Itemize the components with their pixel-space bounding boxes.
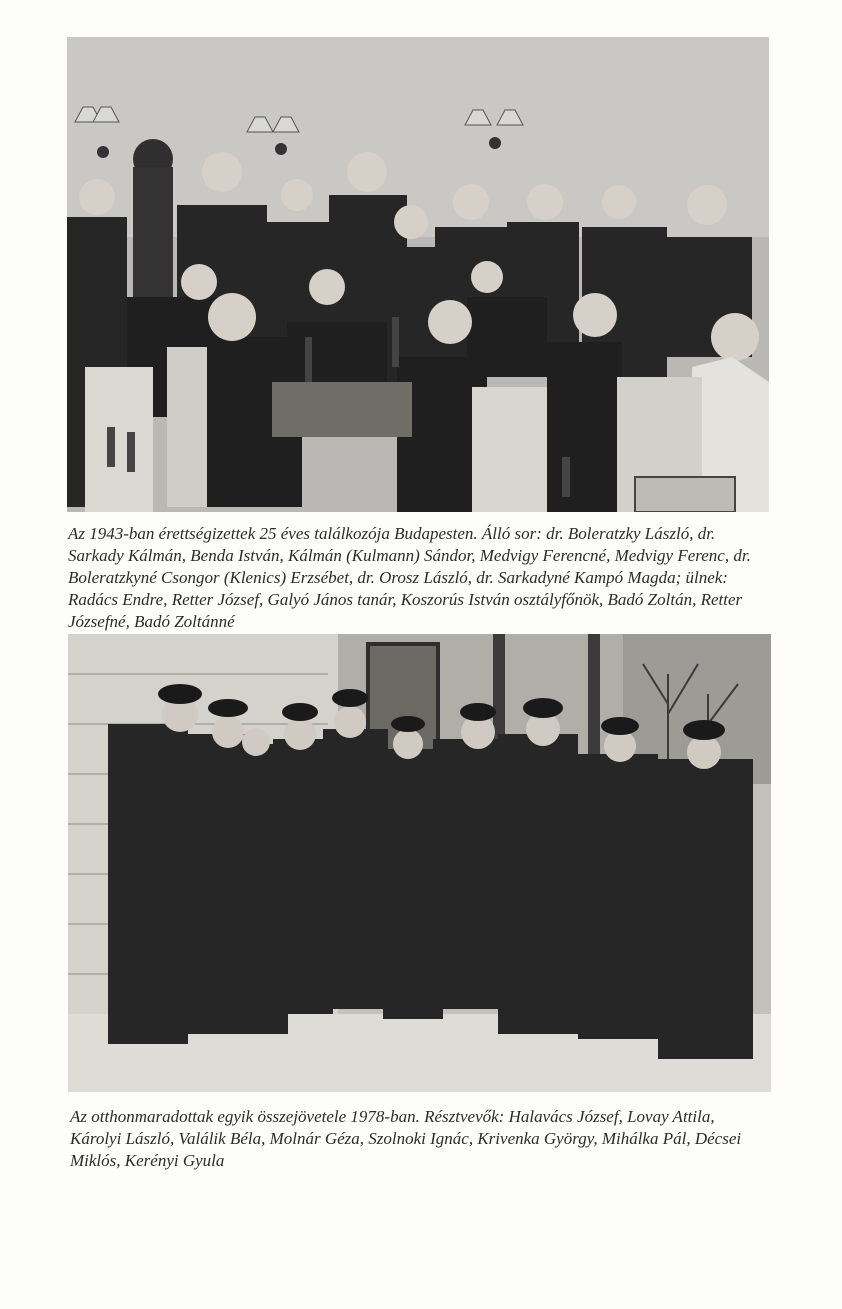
reunion-photo-illustration (67, 37, 769, 512)
reunion-photo (67, 37, 769, 512)
reunion-photo-caption: Az 1943-ban érettségizettek 25 éves találkozója Budapesten. Álló sor: dr. Boleratzky László, dr. Sarkady Kálmán, Benda István, Kálmán (Kulmann) Sándor, Medvigy Ferencné, Medvigy Ferenc, dr. Boleratzkyné Csongor (Klenics) Erzsébet, dr. Orosz László, dr. Sarkadyné Kampó Magda; ülnek: Radács Endre, Retter József, Galyó János tanár, Koszorús István osztályfőnök, Badó Zoltán, Retter Józsefné, Badó Zoltánné (68, 524, 751, 631)
gathering-photo-illustration (68, 634, 771, 1092)
gathering-photo (68, 634, 771, 1092)
gathering-photo-caption: Az otthonmaradottak egyik összejövetele 1978-ban. Résztvevők: Halavács József, Lovay Attila, Károlyi László, Valálik Béla, Molnár Géza, Szolnoki Ignác, Krivenka György, Mihálka Pál, Décsei Miklós, Kerényi Gyula (70, 1107, 742, 1170)
